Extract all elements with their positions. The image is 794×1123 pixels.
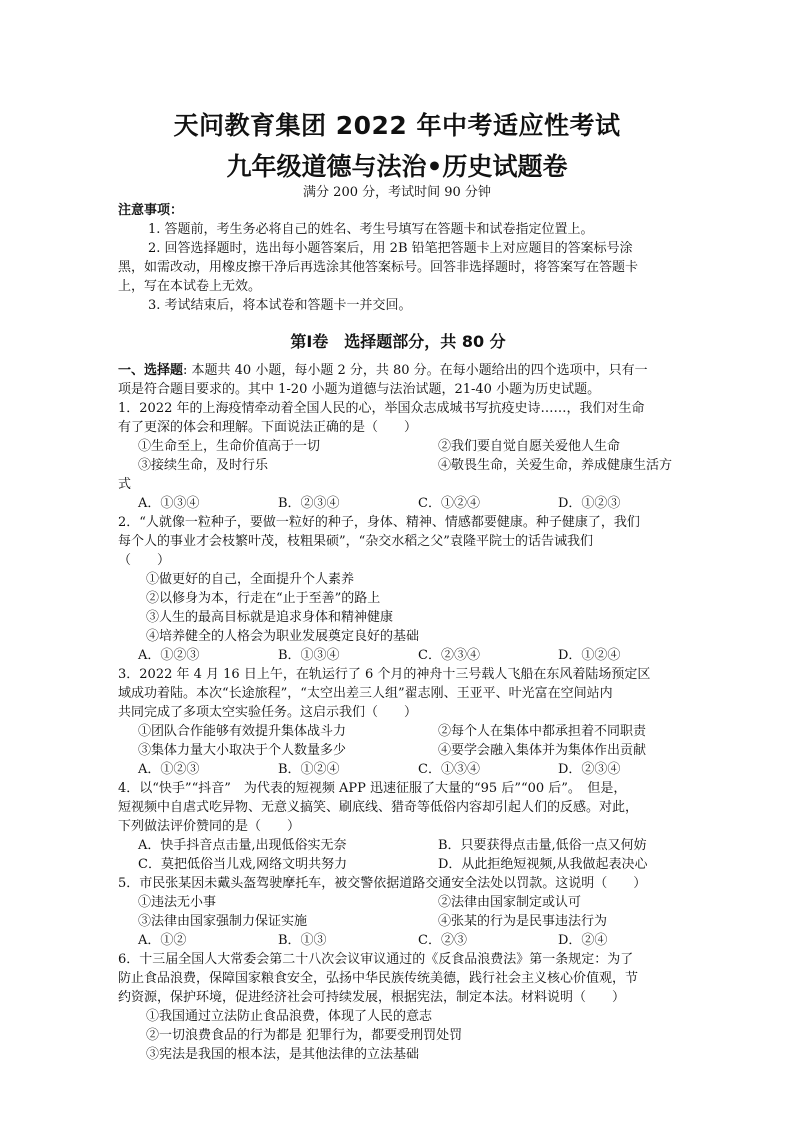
answer-row: [118, 646, 678, 665]
option-row: [118, 893, 678, 931]
answer-choice: A．①②③: [138, 648, 200, 663]
answer-choice: C．莫把低俗当儿戏,网络文明共努力: [138, 857, 348, 872]
question-stem: 约资源，保护环境，促进经济社会可持续发展，根据宪法，制定本法。材料说明（ ）: [118, 990, 626, 1005]
answer-choice: B．①③④: [278, 648, 340, 663]
option-item: ①生命至上，生命价值高于一切: [138, 439, 321, 454]
option-item: ①做更好的自己，全面提升个人素养: [146, 572, 355, 587]
answer-row: [118, 760, 678, 779]
section-intro-label: 一、选择题: [118, 363, 184, 378]
notice-heading: 注意事项：: [118, 203, 184, 218]
answer-choice: A．快手抖音点击量,出现低俗实无奈: [138, 838, 347, 853]
answer-choice: C．②③: [418, 933, 467, 948]
section-intro: [118, 361, 678, 380]
question-stem: 5．市民张某因未戴头盔驾驶摩托车，被交警依据道路交通安全法处以罚款。这说明（ ）: [118, 876, 647, 891]
answer-row: [118, 494, 678, 513]
question-stem: 2．“人就像一粒种子，要做一粒好的种子，身体、精神、情感都要健康。种子健康了，我们: [118, 515, 640, 530]
option-item-continued: 式: [118, 477, 132, 492]
option-item: ③接续生命，及时行乐: [138, 458, 269, 473]
option-item: ②每个人在集体中都承担着不同职责: [438, 724, 647, 739]
option-item: ③集体力量大小取决于个人数量多少: [138, 743, 347, 758]
notice-item: 3. 考试结束后，将本试卷和答题卡一并交回。: [148, 298, 412, 313]
question-stem: 域成功着陆。本次“长途旅程”，“太空出差三人组”翟志刚、王亚平、叶光富在空间站内: [118, 686, 613, 701]
option-item: ①我国通过立法防止食品浪费，体现了人民的意志: [146, 1009, 433, 1024]
option-row: [118, 722, 678, 760]
answer-choice: C．①②④: [418, 496, 480, 511]
option-item: ②以修身为本，行走在“止于至善”的路上: [146, 591, 381, 606]
answer-choice: B．只要获得点击量,低俗一点又何妨: [438, 838, 647, 853]
answer-choice: D．①②④: [558, 648, 621, 663]
answer-choice: D．从此拒绝短视频,从我做起表决心: [438, 857, 648, 872]
section-intro-line: 项是符合题目要求的。其中 1-20 小题为道德与法治试题，21-40 小题为历史试题。: [118, 382, 601, 397]
notice-item: 上，写在本试卷上无效。: [118, 279, 262, 294]
question-stem: 短视频中自虐式吃异物、无意义搞笑、刷底线、猎奇等低俗内容却引起人们的反感。对此，: [118, 800, 639, 815]
option-item: ④要学会融入集体并为集体作出贡献: [438, 743, 647, 758]
question-stem: 下列做法评价赞同的是（ ）: [118, 819, 301, 834]
option-item: ①团队合作能够有效提升集体战斗力: [138, 724, 347, 739]
option-row: [118, 437, 678, 475]
question-stem: 防止食品浪费，保障国家粮食安全，弘扬中华民族传统美德，践行社会主义核心价值观，节: [118, 971, 639, 986]
answer-choice: D．②③④: [558, 762, 621, 777]
exam-subject-title: 九年级道德与法治•历史试题卷: [226, 152, 568, 181]
answer-choice: B．②③④: [278, 496, 340, 511]
answer-choice: A．①②③: [138, 762, 200, 777]
answer-row: [118, 931, 678, 950]
section-intro-text: : 本题共 40 小题，每小题 2 分，共 80 分。在每小题给出的四个选项中，只有一: [183, 363, 648, 378]
question-stem: 有了更深的体会和理解。下面说法正确的是（ ）: [118, 420, 418, 435]
question-stem: 6．十三届全国人大常委会第二十八次会议审议通过的《反食品浪费法》第一条规定：为了: [118, 952, 634, 967]
answer-choice: A．①③④: [138, 496, 200, 511]
option-item: ③宪法是我国的根本法，是其他法律的立法基础: [146, 1047, 420, 1062]
notice-item: 黑，如需改动，用橡皮擦干净后再选涂其他答案标号。回答非选择题时，将答案写在答题卡: [118, 260, 639, 275]
answer-choice: B．①③: [278, 933, 327, 948]
question-stem: 3．2022 年 4 月 16 日上午，在轨运行了 6 个月的神舟十三号载人飞船在东风着陆场预定区: [118, 667, 651, 682]
question-stem: 1．2022 年的上海疫情牵动着全国人民的心，举国众志成城书写抗疫史诗……，我们对生命: [118, 401, 645, 416]
option-item: ③人生的最高目标就是追求身体和精神健康: [146, 610, 394, 625]
option-item: ④张某的行为是民事违法行为: [438, 914, 608, 929]
option-item: ①违法无小事: [138, 895, 217, 910]
question-stem: （ ）: [118, 553, 171, 568]
question-stem: 共同完成了多项太空实验任务。这启示我们（ ）: [118, 705, 418, 720]
answer-choice: A．①②: [138, 933, 187, 948]
option-item: ④培养健全的人格会为职业发展奠定良好的基础: [146, 629, 420, 644]
answer-choice: D．①②③: [558, 496, 621, 511]
exam-score-time: 满分 200 分，考试时间 90 分钟: [303, 185, 491, 200]
question-stem: 4．以“快手”“抖音” 为代表的短视频 APP 迅速征服了大量的“95 后”“00 后”。 但是，: [118, 781, 627, 796]
option-item: ④敬畏生命，关爱生命，养成健康生活方: [438, 458, 673, 473]
answer-choice: D．②④: [558, 933, 608, 948]
option-row: [118, 836, 678, 874]
answer-choice: C．①③④: [418, 762, 480, 777]
answer-choice: C．②③④: [418, 648, 480, 663]
exam-title: 天问教育集团 2022 年中考适应性考试: [173, 111, 621, 140]
option-item: ③法律由国家强制力保证实施: [138, 914, 308, 929]
exam-body: [118, 201, 678, 1064]
answer-choice: B．①②④: [278, 762, 340, 777]
option-item: ②我们要自觉自愿关爱他人生命: [438, 439, 621, 454]
question-stem: 每个人的事业才会枝繁叶茂，枝粗果硕”，“杂交水稻之父”袁隆平院士的话告诫我们: [118, 534, 593, 549]
option-item: ②一切浪费食品的行为都是 犯罪行为，都要受刑罚处罚: [146, 1028, 463, 1043]
notice-item: 2. 回答选择题时，选出每小题答案后，用 2B 铅笔把答题卡上对应题目的答案标号涂: [148, 241, 633, 256]
section-title: 第Ⅰ卷 选择题部分，共 80 分: [290, 332, 506, 351]
option-item: ②法律由国家制定或认可: [438, 895, 582, 910]
notice-item: 1. 答题前，考生务必将自己的姓名、考生号填写在答题卡和试卷指定位置上。: [148, 222, 594, 237]
